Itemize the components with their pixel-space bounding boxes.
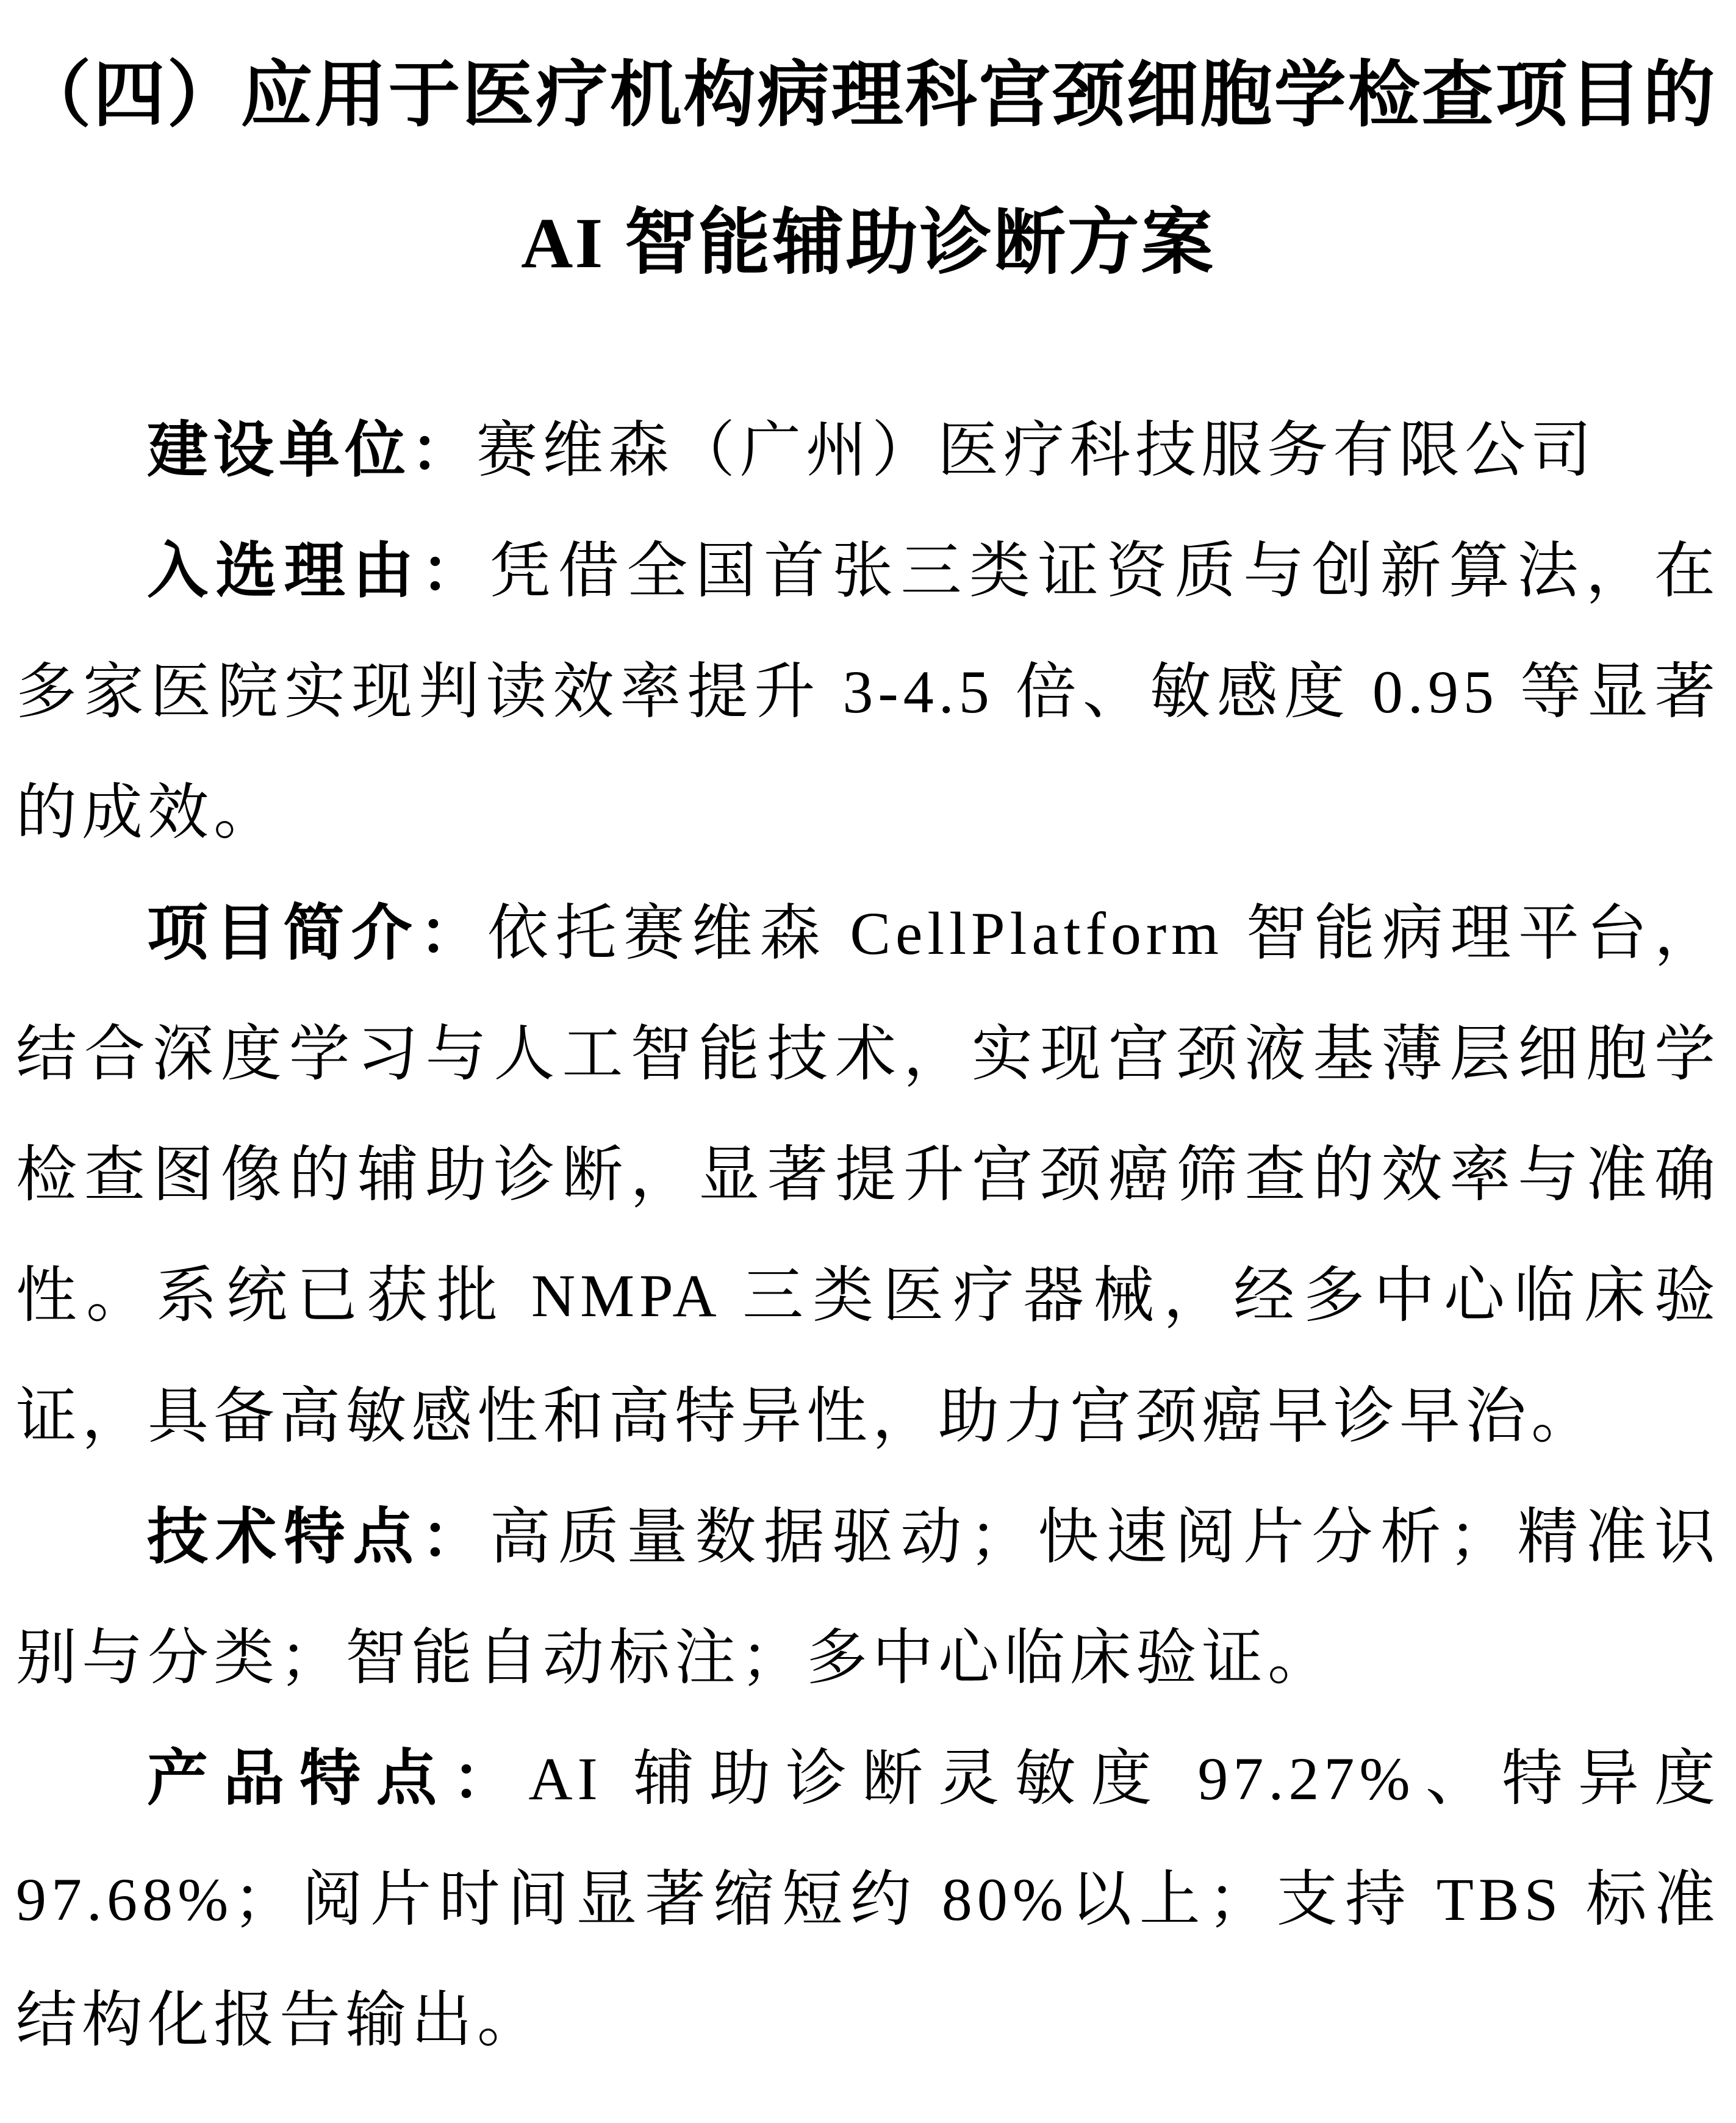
- title-line-2: AI 智能辅助诊断方案: [521, 203, 1215, 283]
- paragraph-text: AI 辅助诊断灵敏度 97.27%、特异度 97.68%；阅片时间显著缩短约 80%以上；支持 TBS 标准结构化报告输出。: [16, 1745, 1720, 2054]
- paragraph-label: 入选理由：: [147, 537, 490, 605]
- paragraph-label: 技术特点：: [147, 1503, 490, 1571]
- paragraph-text: 赛维森（广州）医疗科技服务有限公司: [476, 417, 1596, 484]
- paragraph-label: 建设单位：: [147, 417, 476, 484]
- paragraph-label: 项目简介：: [147, 900, 487, 967]
- document-title: [16, 22, 1720, 317]
- document-body: [16, 390, 1720, 2081]
- paragraph-product-features: [16, 1719, 1720, 2081]
- paragraph-text: 高质量数据驱动；快速阅片分析；精准识别与分类；智能自动标注；多中心临床验证。: [16, 1503, 1721, 1692]
- paragraph-technical-features: [16, 1477, 1720, 1719]
- paragraph-construction-unit: [16, 390, 1720, 511]
- title-line-1: （四）应用于医疗机构病理科宫颈细胞学检查项目的: [19, 55, 1717, 135]
- paragraph-selection-reason: [16, 511, 1720, 873]
- paragraph-text: 凭借全国首张三类证资质与创新算法，在多家医院实现判读效率提升 3-4.5 倍、敏感度 0.95 等显著的成效。: [16, 537, 1721, 847]
- paragraph-text: 依托赛维森 CellPlatform 智能病理平台，结合深度学习与人工智能技术，实现宫颈液基薄层细胞学检查图像的辅助诊断，显著提升宫颈癌筛查的效率与准确性。系统已获批 NMPA 三类医疗器械，经多中心临床验证，具备高敏感性和高特异性，助力宫颈癌早诊早治。: [16, 900, 1720, 1450]
- paragraph-label: 产品特点：: [147, 1745, 529, 1813]
- paragraph-project-intro: [16, 873, 1720, 1477]
